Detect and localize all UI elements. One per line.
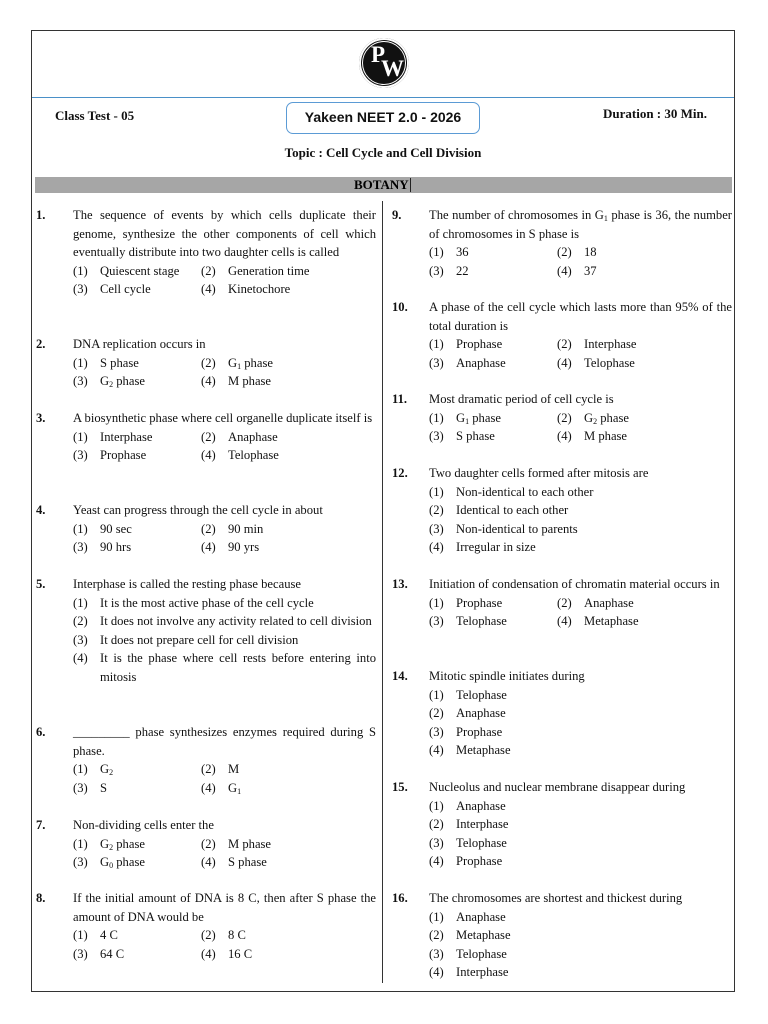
question-number: 3.	[36, 411, 46, 425]
option-key: (4)	[429, 965, 444, 979]
option-value: Anaphase	[456, 355, 506, 370]
option-value: Metaphase	[456, 743, 511, 757]
duration-label: Duration : 30 Min.	[603, 106, 707, 121]
option-value: S phase	[456, 429, 495, 443]
option-key: (1)	[73, 263, 88, 278]
option-value: 8 C	[228, 928, 246, 942]
option-value: Prophase	[100, 448, 147, 462]
option-key: (4)	[201, 946, 216, 961]
option-value: Prophase	[456, 337, 503, 351]
option-key: (1)	[73, 928, 88, 942]
option-key: (4)	[429, 540, 444, 554]
option-value: S phase	[228, 855, 267, 869]
pw-logo	[359, 38, 409, 88]
option-value: It does not involve any activity related to cell division	[100, 614, 372, 628]
option-4[interactable]	[557, 612, 639, 631]
option-key: (2)	[429, 706, 444, 720]
option-value: Irregular in size	[456, 540, 536, 554]
option-value: $G_1$	[228, 780, 242, 796]
option-key: (3)	[429, 355, 444, 370]
option-1[interactable]	[73, 262, 179, 281]
option-value: Interphase	[456, 965, 509, 979]
option-key: (3)	[429, 521, 444, 536]
section-title: BOTANY	[354, 177, 409, 192]
option-2[interactable]	[557, 409, 629, 428]
option-value: Kinetochore	[228, 282, 291, 296]
option-2[interactable]	[201, 262, 309, 281]
option-key: (2)	[201, 355, 216, 370]
option-key: (2)	[201, 429, 216, 444]
question-text: DNA replication occurs in	[73, 337, 206, 351]
option-key: (3)	[73, 282, 88, 296]
option-3[interactable]	[429, 427, 495, 446]
option-value: Anaphase	[456, 798, 506, 813]
option-key: (1)	[73, 429, 88, 444]
option-key: (2)	[201, 263, 216, 278]
option-key: (4)	[557, 429, 572, 443]
option-3[interactable]	[429, 520, 732, 539]
option-4[interactable]	[201, 853, 267, 872]
option-key: (2)	[429, 503, 444, 517]
option-key: (3)	[73, 855, 88, 869]
option-value: Telophase	[456, 687, 507, 702]
option-value: Generation time	[228, 263, 310, 278]
option-value: $G_0$ phase	[100, 855, 145, 870]
option-key: (1)	[73, 355, 88, 370]
option-2[interactable]	[73, 612, 376, 631]
option-value: 90 min	[228, 521, 264, 536]
option-4[interactable]	[429, 538, 732, 557]
option-value: Interphase	[456, 817, 509, 831]
question-number: 4.	[36, 503, 46, 517]
option-value: S phase	[100, 355, 139, 370]
option-key: (4)	[201, 540, 216, 554]
option-key: (4)	[201, 855, 216, 869]
question-number: 14.	[392, 669, 408, 683]
option-4[interactable]	[557, 427, 627, 446]
option-key: (1)	[73, 595, 88, 610]
option-1[interactable]	[429, 594, 502, 613]
option-value: 36	[456, 245, 469, 259]
option-1[interactable]	[429, 243, 469, 262]
option-key: (1)	[73, 521, 88, 536]
page-frame	[31, 30, 735, 992]
option-value: Identical to each other	[456, 503, 569, 517]
option-key: (3)	[73, 448, 88, 462]
option-value: It does not prepare cell for cell division	[100, 632, 299, 647]
question-number: 12.	[392, 466, 408, 480]
question-number: 11.	[392, 392, 408, 406]
question-text: A biosynthetic phase where cell organelle duplicate itself is	[73, 411, 373, 425]
option-3[interactable]	[429, 834, 732, 853]
option-1[interactable]	[73, 428, 152, 447]
option-value: Anaphase	[584, 595, 634, 610]
option-value: Non-identical to parents	[456, 521, 578, 536]
option-value: 37	[584, 263, 597, 278]
class-test-label: Class Test - 05	[55, 108, 135, 123]
option-key: (3)	[73, 780, 88, 795]
option-1[interactable]	[73, 760, 113, 779]
question-number: 2.	[36, 337, 46, 351]
option-value: Anaphase	[228, 429, 278, 444]
option-2[interactable]	[429, 704, 732, 723]
option-3[interactable]	[73, 631, 376, 650]
option-key: (3)	[429, 946, 444, 961]
option-value: Prophase	[456, 724, 503, 739]
option-key: (3)	[429, 724, 444, 739]
option-value: 90 yrs	[228, 540, 260, 554]
option-value: Cell cycle	[100, 282, 151, 296]
option-2[interactable]	[201, 428, 278, 447]
question-text: The sequence of events by which cells duplicate their genome, synthesize the other components of cell which eventually distribute into two daughter cells is called	[73, 208, 376, 259]
option-value: Anaphase	[456, 706, 506, 720]
option-key: (1)	[429, 410, 444, 425]
question-text: Nucleolus and nuclear membrane disappear during	[429, 780, 686, 794]
option-3[interactable]	[73, 538, 131, 557]
question-text: The chromosomes are shortest and thickest during	[429, 891, 683, 905]
question-text: Mitotic spindle initiates during	[429, 669, 585, 683]
option-value: It is the most active phase of the cell cycle	[100, 595, 314, 610]
option-key: (3)	[73, 946, 88, 961]
option-value: $G_2$ phase	[100, 836, 145, 852]
option-value: $G_2$ phase	[584, 410, 629, 426]
option-value: 16 C	[228, 946, 253, 961]
option-2[interactable]	[429, 815, 732, 834]
option-1[interactable]	[429, 908, 732, 927]
option-value: $G_1$ phase	[456, 410, 501, 426]
question-text: Initiation of condensation of chromatin material occurs in	[429, 577, 720, 591]
option-value: 90 sec	[100, 521, 132, 536]
option-1[interactable]	[429, 409, 501, 428]
option-value: M phase	[228, 374, 272, 388]
question-text: If the initial amount of DNA is 8 C, then after S phase the amount of DNA would be	[73, 891, 376, 924]
question-number: 10.	[392, 300, 408, 314]
option-key: (4)	[201, 780, 216, 795]
option-value: $G_2$ phase	[100, 374, 145, 389]
option-2[interactable]	[201, 520, 263, 539]
option-value: $G_2$	[100, 762, 114, 777]
option-key: (3)	[73, 374, 88, 388]
option-value: M phase	[228, 836, 272, 851]
option-value: Telophase	[228, 448, 279, 462]
option-2[interactable]	[557, 243, 597, 262]
option-key: (4)	[201, 448, 216, 462]
option-3[interactable]	[429, 262, 469, 281]
option-value: 4 C	[100, 928, 118, 942]
question-number: 6.	[36, 725, 46, 739]
question-text: Interphase is called the resting phase because	[73, 577, 301, 591]
option-3[interactable]	[73, 446, 146, 465]
option-key: (2)	[557, 410, 572, 425]
option-value: S	[100, 780, 108, 795]
option-3[interactable]	[73, 280, 151, 299]
option-value: 64 C	[100, 946, 125, 961]
option-3[interactable]	[429, 723, 732, 742]
option-key: (3)	[73, 540, 88, 554]
option-2[interactable]	[201, 835, 271, 854]
option-4[interactable]	[73, 649, 376, 686]
option-key: (1)	[429, 595, 444, 610]
option-value: Interphase	[584, 337, 637, 351]
header-logo-area	[32, 31, 734, 98]
question-number: 7.	[36, 818, 46, 832]
option-key: (1)	[429, 798, 444, 813]
option-4[interactable]	[201, 779, 241, 798]
option-key: (4)	[429, 854, 444, 868]
option-key: (1)	[429, 687, 444, 702]
option-key: (3)	[429, 263, 444, 278]
question-text: Yeast can progress through the cell cycle in about	[73, 503, 323, 517]
option-key: (4)	[429, 743, 444, 757]
option-1[interactable]	[429, 686, 732, 705]
option-value: 22	[456, 263, 469, 278]
column-divider	[382, 201, 383, 983]
option-2[interactable]	[557, 594, 634, 613]
option-value: M phase	[584, 429, 628, 443]
question-number: 16.	[392, 891, 408, 905]
option-1[interactable]	[429, 483, 732, 502]
option-value: Interphase	[100, 429, 153, 444]
question-number: 15.	[392, 780, 408, 794]
option-key: (2)	[557, 245, 572, 259]
option-key: (2)	[73, 614, 88, 628]
exam-name-box: Yakeen NEET 2.0 - 2026	[286, 102, 480, 134]
option-key: (4)	[73, 651, 88, 665]
option-key: (2)	[557, 595, 572, 610]
option-value: Non-identical to each other	[456, 484, 594, 499]
option-2[interactable]	[429, 501, 732, 520]
option-4[interactable]	[201, 538, 259, 557]
option-value: Telophase	[584, 355, 635, 370]
option-key: (2)	[429, 928, 444, 942]
option-key: (3)	[429, 429, 444, 443]
question-number: 8.	[36, 891, 46, 905]
option-value: 90 hrs	[100, 540, 132, 554]
option-value: $G_1$ phase	[228, 355, 273, 371]
topic-title: Topic : Cell Cycle and Cell Division	[284, 145, 482, 160]
option-1[interactable]	[73, 520, 132, 539]
option-value: 18	[584, 245, 597, 259]
option-key: (2)	[201, 928, 216, 942]
option-2[interactable]	[201, 354, 273, 373]
option-value: Anaphase	[456, 909, 506, 924]
option-4[interactable]	[201, 372, 271, 391]
option-3[interactable]	[73, 945, 124, 964]
option-key: (2)	[201, 836, 216, 851]
option-key: (2)	[557, 337, 572, 351]
option-key: (4)	[557, 263, 572, 278]
question-text: The number of chromosomes in $G_1$ phase is 36, the number of chromosomes in S phase is	[429, 208, 732, 241]
option-key: (1)	[73, 762, 88, 776]
option-value: Telophase	[456, 614, 507, 628]
option-key: (1)	[429, 484, 444, 499]
option-2[interactable]	[429, 926, 732, 945]
option-key: (2)	[429, 817, 444, 831]
option-value: Metaphase	[584, 614, 639, 628]
option-2[interactable]	[557, 335, 636, 354]
option-key: (3)	[429, 614, 444, 628]
option-key: (2)	[201, 762, 216, 776]
question-number: 9.	[392, 208, 402, 222]
option-key: (2)	[201, 521, 216, 536]
option-4[interactable]	[201, 446, 279, 465]
option-4[interactable]	[201, 280, 290, 299]
option-3[interactable]	[429, 354, 506, 373]
option-4[interactable]	[201, 945, 252, 964]
question-text: Most dramatic period of cell cycle is	[429, 392, 614, 406]
option-value: Telophase	[456, 946, 507, 961]
option-3[interactable]	[429, 612, 507, 631]
option-3[interactable]	[73, 372, 145, 391]
option-2[interactable]	[201, 760, 239, 779]
option-4[interactable]	[429, 963, 732, 982]
option-value: It is the phase where cell rests before entering into mitosis	[100, 651, 376, 684]
question-text: Two daughter cells formed after mitosis are	[429, 466, 649, 480]
option-key: (4)	[201, 374, 216, 388]
question-text: Non-dividing cells enter the	[73, 818, 214, 832]
option-value: Quiescent stage	[100, 263, 180, 278]
option-1[interactable]	[73, 594, 376, 613]
option-key: (3)	[429, 835, 444, 850]
question-number: 1.	[36, 208, 46, 222]
option-1[interactable]	[73, 835, 145, 854]
option-1[interactable]	[73, 926, 118, 945]
option-value: Telophase	[456, 835, 507, 850]
option-key: (1)	[429, 909, 444, 924]
question-text: A phase of the cell cycle which lasts more than 95% of the total duration is	[429, 300, 732, 333]
option-3[interactable]	[73, 853, 145, 872]
option-key: (4)	[201, 282, 216, 296]
option-key: (1)	[429, 245, 444, 259]
option-value: Metaphase	[456, 928, 511, 942]
option-1[interactable]	[429, 335, 502, 354]
logo-letter-p: P	[371, 42, 386, 67]
option-3[interactable]	[73, 779, 107, 798]
option-3[interactable]	[429, 945, 732, 964]
option-4[interactable]	[557, 262, 597, 281]
option-1[interactable]	[429, 797, 732, 816]
option-4[interactable]	[429, 852, 732, 871]
option-2[interactable]	[201, 926, 246, 945]
option-4[interactable]	[429, 741, 732, 760]
option-key: (1)	[73, 836, 88, 851]
question-number: 13.	[392, 577, 408, 591]
option-key: (1)	[429, 337, 444, 351]
option-value: Prophase	[456, 854, 503, 868]
option-key: (4)	[557, 355, 572, 370]
option-value: M	[228, 762, 240, 776]
option-key: (4)	[557, 614, 572, 628]
option-value: Prophase	[456, 595, 503, 610]
option-4[interactable]	[557, 354, 635, 373]
logo-letter-w: W	[381, 56, 404, 81]
option-1[interactable]	[73, 354, 139, 373]
question-text: _________ phase synthesizes enzymes required during S phase.	[73, 725, 376, 758]
option-key: (3)	[73, 632, 88, 647]
section-bar	[35, 177, 732, 193]
question-number: 5.	[36, 577, 46, 591]
